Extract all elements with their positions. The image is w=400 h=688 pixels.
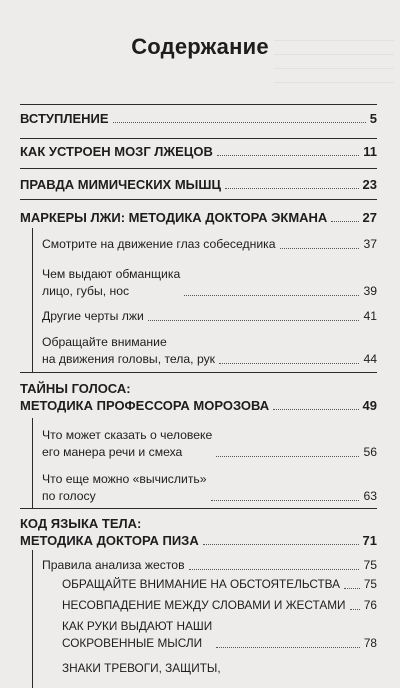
separator — [20, 138, 377, 139]
toc-entry-speech[interactable] — [42, 427, 377, 461]
toc-entry-title-line2: по голосу — [42, 489, 96, 503]
separator — [20, 168, 377, 169]
separator — [20, 104, 377, 105]
page-number: 39 — [363, 284, 377, 298]
page-number: 75 — [363, 558, 377, 572]
toc-entry-brain[interactable] — [20, 143, 377, 160]
toc-entry-intro[interactable] — [20, 110, 377, 127]
toc-entry-title-line2: МЕТОДИКА ПРОФЕССОРА МОРОЗОВА — [20, 398, 270, 413]
dot-leader — [216, 456, 359, 457]
section-rule — [32, 228, 33, 372]
toc-entry-mismatch[interactable] — [62, 597, 377, 614]
page-number: 27 — [362, 210, 377, 225]
page-number: 11 — [363, 144, 377, 159]
toc-entry-hands[interactable] — [62, 618, 377, 652]
toc-entry-title-line2: на движения головы, тела, рук — [42, 352, 216, 366]
toc-entry-title-line2: его манера речи и смеха — [42, 445, 183, 459]
toc-title: Содержание — [131, 34, 269, 59]
section-rule — [32, 550, 33, 688]
separator — [20, 372, 377, 373]
dot-leader — [211, 500, 360, 501]
toc-entry-title-line1: Что еще можно «вычислить» — [42, 472, 207, 486]
toc-entry-title-line1: ТАЙНЫ ГОЛОСА: — [20, 381, 131, 396]
toc-entry-eyes[interactable] — [42, 236, 377, 253]
toc-entry-title: КАК УСТРОЕН МОЗГ ЛЖЕЦОВ — [20, 144, 213, 159]
toc-entry-title: НЕСОВПАДЕНИЕ МЕЖДУ СЛОВАМИ И ЖЕСТАМИ — [62, 598, 346, 612]
separator — [20, 199, 377, 200]
toc-entry-title: ПРАВДА МИМИЧЕСКИХ МЫШЦ — [20, 177, 221, 192]
dot-leader — [219, 363, 359, 364]
toc-entry-title: ВСТУПЛЕНИЕ — [20, 111, 109, 126]
dot-leader — [225, 188, 359, 189]
toc-entry-title: МАРКЕРЫ ЛЖИ: МЕТОДИКА ДОКТОРА ЭКМАНА — [20, 210, 328, 225]
dot-leader — [203, 544, 359, 545]
page-number: 78 — [363, 636, 377, 650]
dot-leader — [148, 320, 360, 321]
page-number: 23 — [362, 177, 377, 192]
toc-entry-title-line2: лицо, губы, нос — [42, 284, 130, 298]
toc-entry-by-voice[interactable] — [42, 471, 377, 505]
toc-entry-title: Другие черты лжи — [42, 309, 144, 323]
dot-leader — [273, 409, 358, 410]
toc-entry-title-line2: МЕТОДИКА ДОКТОРА ПИЗА — [20, 533, 199, 548]
separator — [20, 508, 377, 509]
toc-entry-anxiety[interactable] — [62, 660, 377, 677]
dot-leader — [216, 647, 360, 648]
page-number: 56 — [363, 445, 377, 459]
page-number: 49 — [362, 398, 377, 413]
toc-entry-title-line2: СОКРОВЕННЫЕ МЫСЛИ — [62, 636, 203, 650]
toc-entry-title-line1: КОД ЯЗЫКА ТЕЛА: — [20, 516, 142, 531]
dot-leader — [280, 248, 360, 249]
toc-entry-title-line1: Чем выдают обманщика — [42, 267, 181, 281]
dot-leader — [331, 221, 358, 222]
dot-leader — [217, 155, 359, 156]
toc-entry-title-line1: Что может сказать о человеке — [42, 428, 213, 442]
toc-entry-gesture-rules[interactable] — [42, 557, 377, 574]
toc-entry-muscles[interactable] — [20, 176, 377, 193]
toc-entry-head-body[interactable] — [42, 334, 377, 368]
page-number: 75 — [363, 577, 377, 591]
dot-leader — [189, 569, 360, 570]
toc-entry-voice[interactable] — [20, 380, 377, 414]
page-number: 63 — [363, 489, 377, 503]
dot-leader — [344, 588, 360, 589]
toc-entry-title: ЗНАКИ ТРЕВОГИ, ЗАЩИТЫ, — [62, 661, 221, 675]
toc-entry-title-line1: Обращайте внимание — [42, 335, 167, 349]
dot-leader — [350, 609, 360, 610]
toc-entry-other-traits[interactable] — [42, 308, 377, 325]
toc-entry-title-line1: КАК РУКИ ВЫДАЮТ НАШИ — [62, 619, 213, 633]
toc-entry-title: Смотрите на движение глаз собеседника — [42, 237, 276, 251]
toc-entry-title: ОБРАЩАЙТЕ ВНИМАНИЕ НА ОБСТОЯТЕЛЬСТВА — [62, 577, 340, 591]
toc-entry-title: Правила анализа жестов — [42, 558, 185, 572]
toc-entry-ekman[interactable] — [20, 209, 377, 226]
dot-leader — [184, 295, 359, 296]
page-number: 5 — [369, 111, 377, 126]
toc-entry-face[interactable] — [42, 266, 377, 300]
dot-leader — [113, 122, 366, 123]
toc-entry-body-language[interactable] — [20, 515, 377, 549]
page-number: 37 — [363, 237, 377, 251]
toc-entry-circumstances[interactable] — [62, 576, 377, 593]
page-number: 76 — [363, 598, 377, 612]
section-rule — [32, 418, 33, 508]
page-number: 41 — [363, 309, 377, 323]
page-number: 44 — [363, 352, 377, 366]
page-number: 71 — [362, 533, 377, 548]
